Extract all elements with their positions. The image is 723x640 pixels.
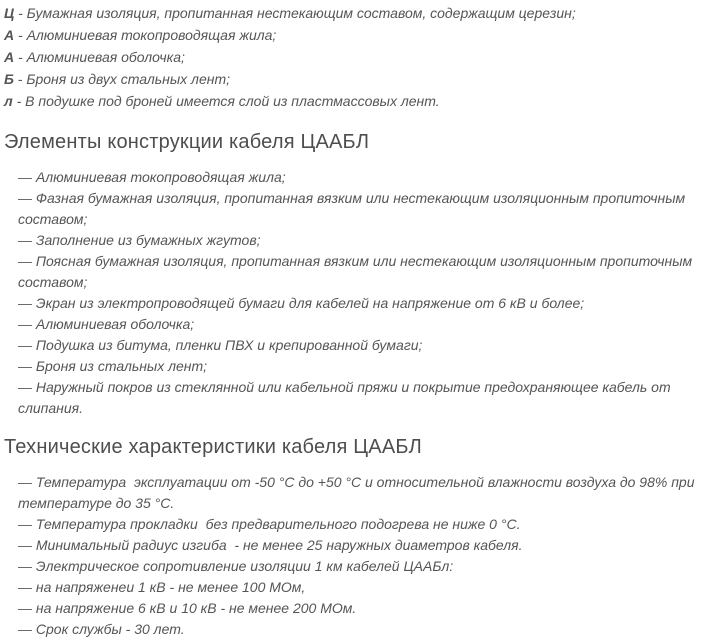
abbreviation-letter: Б <box>4 71 14 87</box>
abbreviation-text: - Алюминиевая оболочка; <box>14 49 185 65</box>
abbreviation-text: - В подушке под броней имеется слой из пластмассовых лент. <box>12 93 440 109</box>
list-item: — Алюминиевая токопроводящая жила; <box>18 169 286 185</box>
abbreviation-letter: л <box>4 93 13 109</box>
list-item: — Броня из стальных лент; <box>18 358 208 374</box>
abbreviation-text: - Бумажная изоляция, пропитанная нестекающим составом, содержащим церезин; <box>14 5 576 21</box>
abbreviation-letter: А <box>4 49 15 65</box>
list-item: — Электрическое сопротивление изоляции 1 км кабелей ЦААБл: <box>18 558 454 574</box>
specs-section-heading: Технические характеристики кабеля ЦААБЛ <box>4 436 423 458</box>
abbreviation-list <box>4 3 723 112</box>
abbreviation-item <box>4 47 723 68</box>
list-item: — Экран из электропроводящей бумаги для кабелей на напряжение от 6 кВ и более; <box>18 295 585 311</box>
list-item: — Температура эксплуатации от -50 °С до +50 °С и относительной влажности воздуха до 98% при температуре до 35 °С. <box>18 474 699 511</box>
abbreviation-text: - Алюминиевая токопроводящая жила; <box>14 27 277 43</box>
list-item: — Фазная бумажная изоляция, пропитанная вязким или нестекающим изоляционным пропиточным составом; <box>18 190 690 227</box>
list-item: — Наружный покров из стеклянной или кабельной пряжи и покрытие предохраняющее кабель от слипания. <box>18 379 675 416</box>
abbreviation-item <box>4 25 723 46</box>
list-item: — Подушка из битума, пленки ПВХ и крепированной бумаги; <box>18 337 423 353</box>
list-item: — Поясная бумажная изоляция, пропитанная вязким или нестекающим изоляционным пропиточным составом; <box>18 253 697 290</box>
construction-elements-list <box>4 167 723 419</box>
abbreviation-item <box>4 69 723 90</box>
list-item: — Заполнение из бумажных жгутов; <box>18 232 261 248</box>
abbreviation-item <box>4 91 723 112</box>
list-item: — Срок службы - 30 лет. <box>18 621 185 637</box>
section-technical-specs <box>4 435 723 640</box>
abbreviation-text: - Броня из двух стальных лент; <box>13 71 230 87</box>
abbreviation-letter: А <box>4 27 15 43</box>
construction-section-heading: Элементы конструкции кабеля ЦААБЛ <box>4 131 370 153</box>
list-item: — на напряжение 6 кВ и 10 кВ - не менее 200 МОм. <box>18 600 357 616</box>
list-item: — Температура прокладки без предварительного подогрева не ниже 0 °С. <box>18 516 521 532</box>
abbreviation-item <box>4 3 723 24</box>
section-construction-elements <box>4 130 723 419</box>
technical-specs-list <box>4 472 723 640</box>
list-item: — Минимальный радиус изгиба - не менее 25 наружных диаметров кабеля. <box>18 537 523 553</box>
abbreviation-letter: Ц <box>4 5 15 21</box>
list-item: — Алюминиевая оболочка; <box>18 316 195 332</box>
list-item: — на напряженеи 1 кВ - не менее 100 МОм, <box>18 579 306 595</box>
